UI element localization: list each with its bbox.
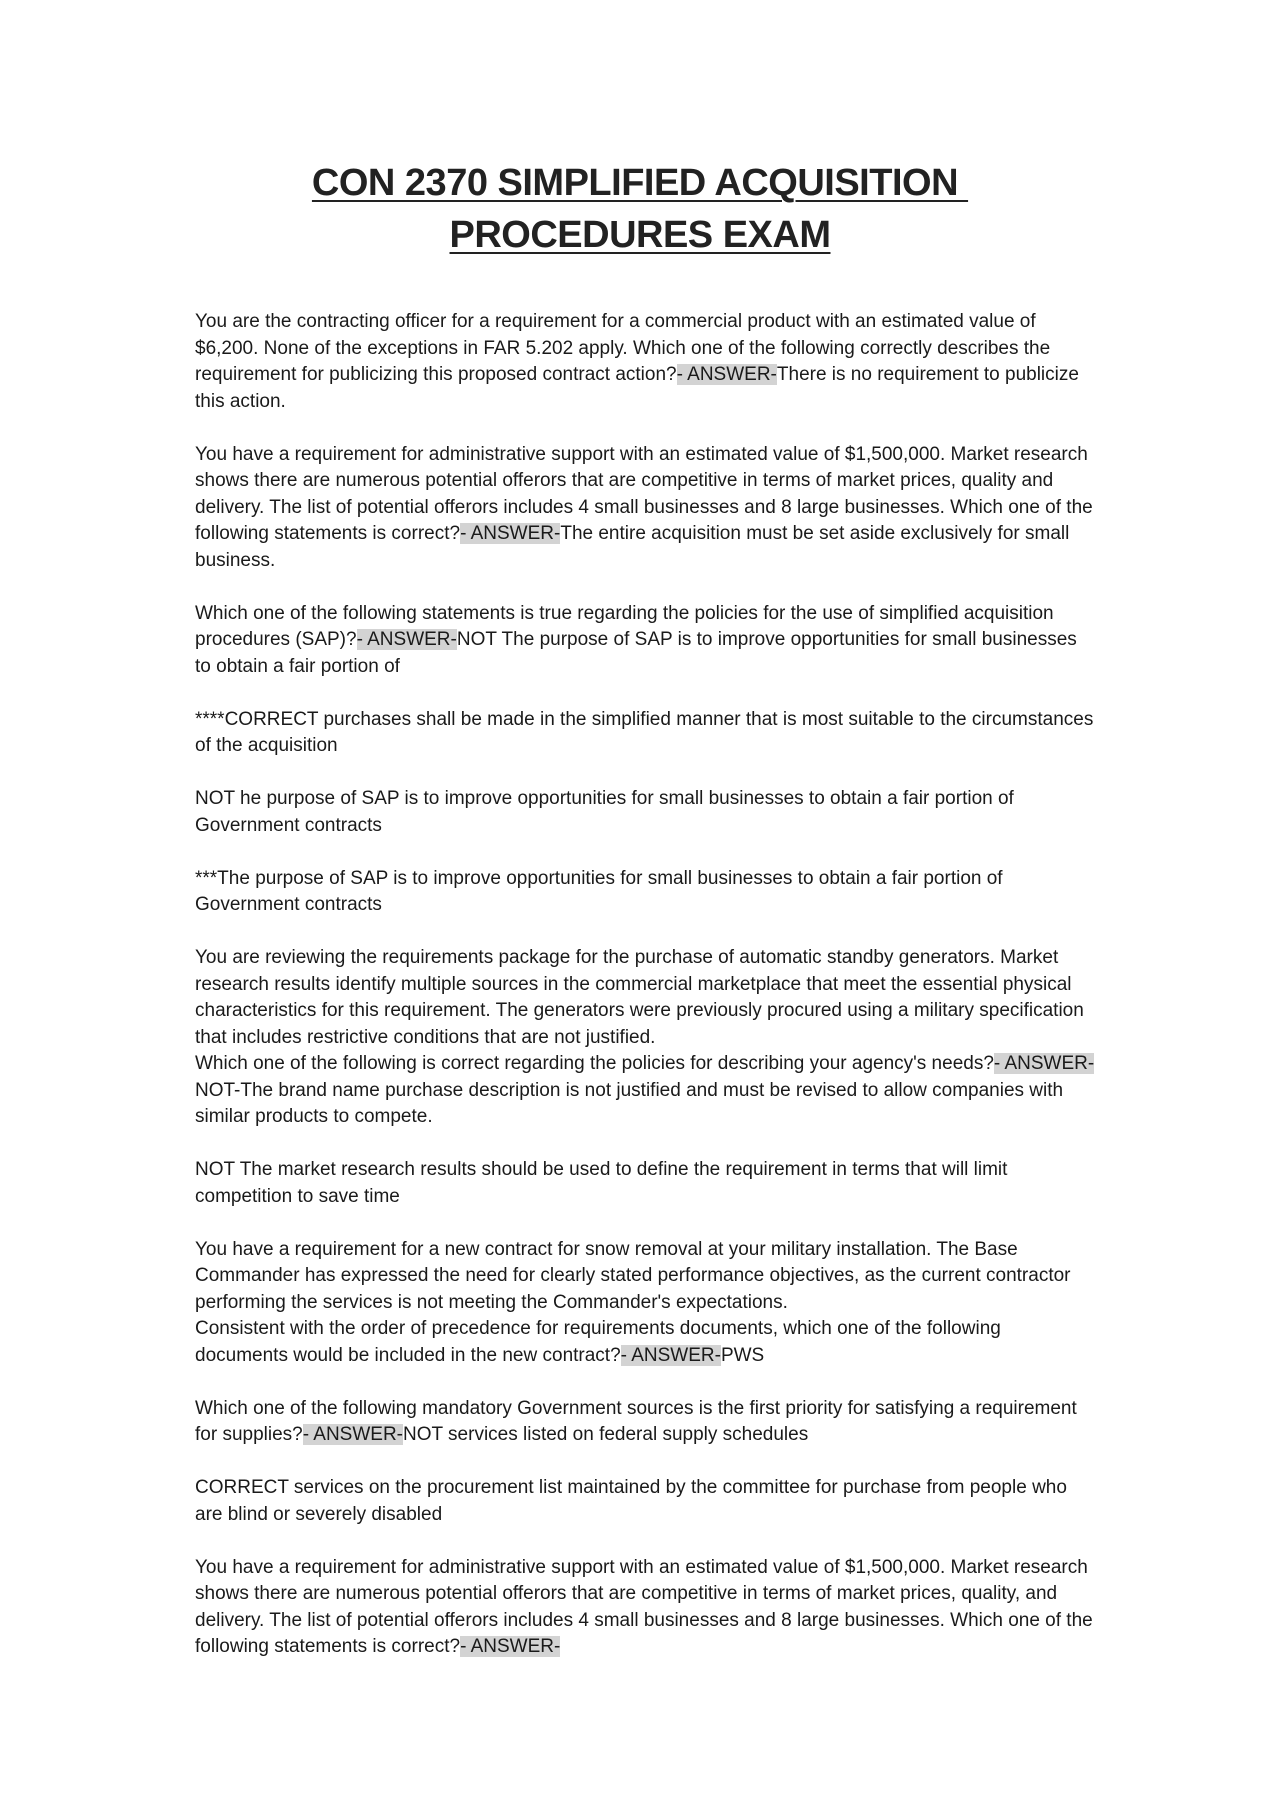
answer-text: There is no requirement to publicize this action.: [195, 364, 1079, 412]
qa-item-5: [195, 1237, 1095, 1370]
qa-item-2: [195, 442, 1095, 575]
answer-marker: - ANSWER-: [676, 364, 777, 385]
option-paragraph: NOT The market research results should be used to define the requirement in terms that will limit competition to save time: [195, 1159, 1008, 1207]
question-text: You are the contracting officer for a requirement for a commercial product with an estimated value of $6,200. None of the exceptions in FAR 5.202 apply. Which one of the following correctly describes the requirement for publicizing this proposed contract action?: [195, 311, 1051, 385]
answer-marker: - ANSWER-: [460, 523, 561, 544]
question-text: You have a requirement for administrative support with an estimated value of $1,500,000. Market research shows there are numerous potential offerors that are competitive in terms of market prices, quality and delivery. The list of potential offerors includes 4 small businesses and 8 large businesses. Which one of the following statements is correct?: [195, 443, 1093, 544]
question-text: Which one of the following mandatory Government sources is the first priority for satisfying a requirement for supplies?: [195, 1397, 1077, 1445]
title-line-1: CON 2370 SIMPLIFIED ACQUISITION: [311, 162, 969, 204]
option-paragraph: ***The purpose of SAP is to improve opportunities for small businesses to obtain a fair portion of Government contracts: [195, 867, 1003, 915]
question-text: Which one of the following is correct regarding the policies for describing your agency's needs?: [195, 1053, 994, 1074]
option-paragraph: ****CORRECT purchases shall be made in the simplified manner that is most suitable to the circumstances of the acquisition: [195, 708, 1094, 756]
qa-item-7: [195, 1555, 1095, 1661]
option-paragraph: CORRECT services on the procurement list maintained by the committee for purchase from people who are blind or severely disabled: [195, 1477, 1067, 1525]
question-text: You have a requirement for a new contract for snow removal at your military installation. The Base Commander has expressed the need for clearly stated performance objectives, as the current contractor performing the services is not meeting the Commander's expectations.: [195, 1238, 1071, 1313]
answer-text: NOT services listed on federal supply schedules: [403, 1424, 809, 1445]
answer-text: The entire acquisition must be set aside exclusively for small business.: [195, 523, 1070, 571]
question-text: Consistent with the order of precedence for requirements documents, which one of the following documents would be included in the new contract?: [195, 1318, 1001, 1366]
option-paragraph: NOT he purpose of SAP is to improve opportunities for small businesses to obtain a fair portion of Government contracts: [195, 788, 1014, 836]
answer-text: NOT The purpose of SAP is to improve opportunities for small businesses to obtain a fair portion of: [195, 629, 1077, 677]
question-text: You are reviewing the requirements package for the purchase of automatic standby generators. Market research results identify multiple sources in the commercial marketplace that meet the essential physical characteristics for this requirement. The generators were previously procured using a military specification that includes restrictive conditions that are not justified.: [195, 947, 1084, 1048]
qa-item-6: [195, 1396, 1095, 1449]
qa-item-3: [195, 601, 1095, 681]
answer-marker: - ANSWER-: [460, 1636, 561, 1657]
answer-text: PWS: [720, 1344, 765, 1366]
answer-marker: - ANSWER-: [993, 1053, 1095, 1074]
qa-item-1: [195, 309, 1095, 415]
document-body: [195, 309, 1095, 1687]
question-text: Which one of the following statements is true regarding the policies for the use of simplified acquisition procedures (SAP)?: [195, 602, 1054, 650]
answer-text: NOT-The brand name purchase description is not justified and must be revised to allow companies with similar products to compete.: [195, 1079, 1064, 1127]
title-line-2: PROCEDURES EXAM: [449, 214, 831, 256]
answer-marker: - ANSWER-: [356, 629, 457, 650]
answer-marker: - ANSWER-: [620, 1344, 721, 1366]
document-title: [0, 157, 1280, 261]
question-text: You have a requirement for administrative support with an estimated value of $1,500,000. Market research shows there are numerous potential offerors that are competitive in terms of market prices, quality, and delivery. The list of potential offerors includes 4 small businesses and 8 large businesses. Which one of the following statements is correct?: [195, 1556, 1093, 1657]
answer-marker: - ANSWER-: [302, 1424, 404, 1445]
qa-item-4: [195, 945, 1095, 1131]
